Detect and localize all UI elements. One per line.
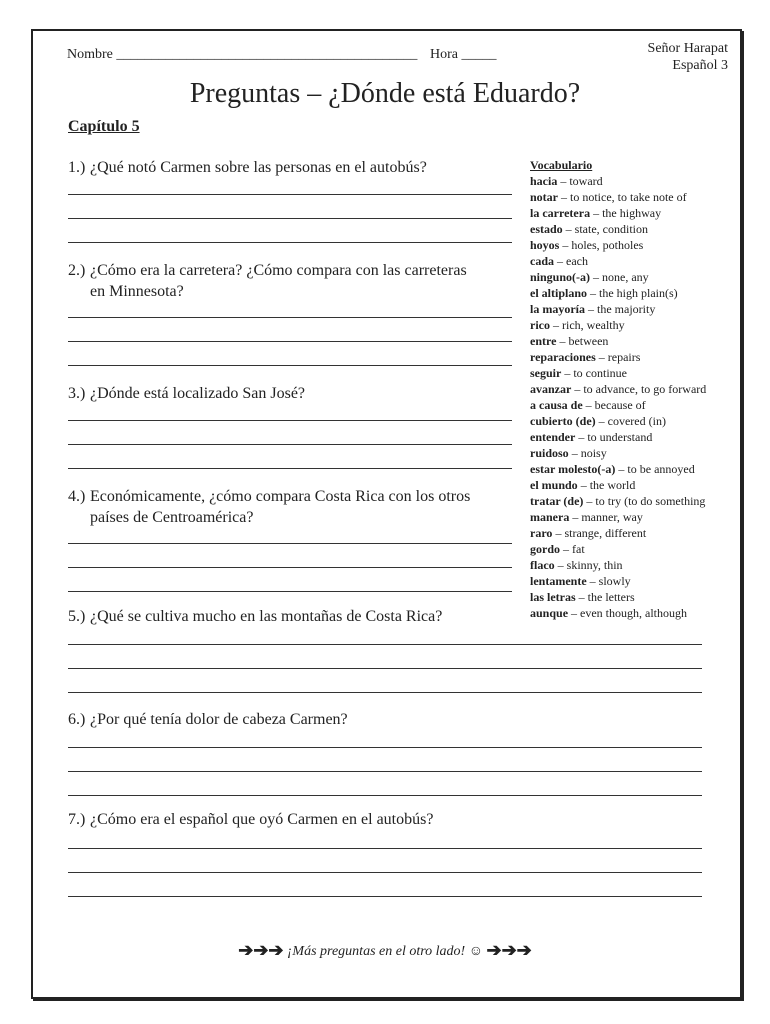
vocab-term: flaco (530, 558, 555, 572)
question-text: ¿Qué notó Carmen sobre las personas en el autobús? (90, 159, 427, 176)
vocab-definition: – skinny, thin (554, 558, 623, 572)
vocab-definition: – the highway (590, 206, 662, 220)
vocab-term: el altiplano (530, 286, 588, 300)
question-text: ¿Cómo era la carretera? ¿Cómo compara con las carreteras (90, 262, 467, 279)
question-number: 6.) (68, 711, 86, 728)
answer-line[interactable] (68, 795, 702, 796)
vocab-term: cada (530, 254, 554, 268)
vocab-item (530, 189, 706, 205)
question-text: ¿Dónde está localizado San José? (90, 385, 306, 402)
vocab-item (530, 509, 706, 525)
question-6 (68, 709, 348, 730)
answer-line[interactable] (68, 747, 702, 748)
vocab-item (530, 205, 706, 221)
question-text-continued: en Minnesota? (90, 283, 184, 300)
vocab-definition: – noisy (568, 446, 607, 460)
answer-line[interactable] (68, 848, 702, 849)
smiley-icon: ☺ (468, 944, 484, 959)
vocab-term: reparaciones (530, 350, 596, 364)
vocab-item (530, 173, 706, 189)
vocab-item (530, 397, 706, 413)
vocab-item (530, 237, 706, 253)
vocab-item (530, 221, 706, 237)
vocab-term: seguir (530, 366, 562, 380)
answer-line[interactable] (68, 543, 512, 544)
vocab-term: rico (530, 318, 550, 332)
page-title: Preguntas – ¿Dónde está Eduardo? (189, 78, 581, 109)
vocab-definition: – fat (560, 542, 585, 556)
answer-line[interactable] (68, 468, 512, 469)
vocab-term: manera (530, 510, 570, 524)
question-4 (68, 486, 470, 528)
vocab-item (530, 333, 706, 349)
vocab-definition: – toward (557, 174, 603, 188)
vocab-item (530, 461, 706, 477)
vocab-term: aunque (530, 606, 569, 620)
vocab-item (530, 573, 706, 589)
question-5 (68, 606, 442, 627)
footer-note (0, 940, 770, 961)
answer-line[interactable] (68, 896, 702, 897)
vocab-term: tratar (de) (530, 494, 584, 508)
vocab-item (530, 525, 706, 541)
vocab-definition: – between (556, 334, 609, 348)
right-arrows-icon: ➔➔➔ (238, 940, 284, 960)
question-number: 1.) (68, 159, 86, 176)
answer-line[interactable] (68, 692, 702, 693)
vocab-definition: – because of (582, 398, 646, 412)
vocab-definition: – to continue (561, 366, 627, 380)
vocab-definition: – the high plain(s) (587, 286, 678, 300)
answer-line[interactable] (68, 317, 512, 318)
vocab-definition: – to be annoyed (615, 462, 695, 476)
vocabulary-heading: Vocabulario (530, 158, 593, 172)
answer-line[interactable] (68, 218, 512, 219)
vocab-term: ninguno(-a) (530, 270, 591, 284)
vocab-term: ruidoso (530, 446, 569, 460)
vocab-definition: – the world (577, 478, 636, 492)
vocab-definition: – rich, wealthy (550, 318, 625, 332)
vocab-item (530, 253, 706, 269)
vocab-term: gordo (530, 542, 560, 556)
vocab-definition: – the majority (585, 302, 656, 316)
vocab-term: entender (530, 430, 576, 444)
vocab-term: el mundo (530, 478, 578, 492)
answer-line[interactable] (68, 668, 702, 669)
question-number: 7.) (68, 811, 86, 828)
vocab-term: la mayoría (530, 302, 585, 316)
vocab-item (530, 381, 706, 397)
answer-line[interactable] (68, 242, 512, 243)
question-number: 4.) (68, 488, 86, 505)
vocab-item (530, 493, 706, 509)
answer-line[interactable] (68, 365, 512, 366)
vocab-item (530, 605, 706, 621)
vocab-definition: – the letters (575, 590, 635, 604)
vocab-term: estar molesto(-a) (530, 462, 616, 476)
vocab-term: entre (530, 334, 557, 348)
vocab-term: a causa de (530, 398, 583, 412)
vocab-term: hacia (530, 174, 558, 188)
question-text: ¿Qué se cultiva mucho en las montañas de Costa Rica? (90, 608, 443, 625)
question-text: ¿Por qué tenía dolor de cabeza Carmen? (90, 711, 348, 728)
vocab-definition: – to try (to do something (583, 494, 706, 508)
vocab-definition: – to understand (575, 430, 653, 444)
vocab-definition: – repairs (595, 350, 641, 364)
teacher-info (648, 40, 728, 74)
vocab-term: estado (530, 222, 563, 236)
question-number: 3.) (68, 385, 86, 402)
footer-text: ¡Más preguntas en el otro lado! (286, 944, 466, 959)
vocab-item (530, 429, 706, 445)
vocab-definition: – covered (in) (595, 414, 666, 428)
question-1 (68, 157, 427, 178)
answer-line[interactable] (68, 420, 512, 421)
right-arrows-icon: ➔➔➔ (486, 940, 532, 960)
vocab-definition: – slowly (586, 574, 631, 588)
vocab-item (530, 477, 706, 493)
vocab-item (530, 589, 706, 605)
question-7 (68, 809, 433, 830)
course-name: Español 3 (672, 58, 728, 73)
vocab-term: las letras (530, 590, 576, 604)
vocab-definition: – manner, way (569, 510, 643, 524)
answer-line[interactable] (68, 444, 512, 445)
vocab-item (530, 413, 706, 429)
vocab-definition: – to advance, to go forward (571, 382, 707, 396)
question-3 (68, 383, 305, 404)
vocab-item (530, 365, 706, 381)
question-number: 2.) (68, 262, 86, 279)
answer-line[interactable] (68, 644, 702, 645)
vocab-term: hoyos (530, 238, 560, 252)
answer-line[interactable] (68, 591, 512, 592)
question-2 (68, 260, 467, 302)
vocab-item (530, 317, 706, 333)
vocab-term: notar (530, 190, 558, 204)
vocab-item (530, 541, 706, 557)
vocab-definition: – none, any (590, 270, 649, 284)
vocab-item (530, 269, 706, 285)
vocab-definition: – strange, different (552, 526, 647, 540)
vocab-term: raro (530, 526, 553, 540)
chapter-heading: Capítulo 5 (68, 118, 140, 135)
answer-line[interactable] (68, 771, 702, 772)
vocab-definition: – state, condition (562, 222, 648, 236)
answer-line[interactable] (68, 872, 702, 873)
vocab-item (530, 557, 706, 573)
answer-line[interactable] (68, 194, 512, 195)
vocab-term: avanzar (530, 382, 572, 396)
hour-field-label: Hora _____ (430, 47, 497, 62)
vocab-item (530, 349, 706, 365)
vocab-definition: – holes, potholes (559, 238, 644, 252)
question-text-continued: países de Centroamérica? (90, 509, 254, 526)
name-field-label: Nombre ___________________________________________ (67, 47, 418, 62)
vocab-definition: – each (554, 254, 588, 268)
question-text: ¿Cómo era el español que oyó Carmen en el autobús? (90, 811, 434, 828)
answer-line[interactable] (68, 341, 512, 342)
teacher-name: Señor Harapat (647, 41, 728, 56)
vocab-item (530, 445, 706, 461)
vocab-term: la carretera (530, 206, 591, 220)
vocab-definition: – even though, although (568, 606, 688, 620)
answer-line[interactable] (68, 567, 512, 568)
vocabulary-list (530, 157, 706, 621)
question-number: 5.) (68, 608, 86, 625)
vocab-definition: – to notice, to take note of (558, 190, 687, 204)
vocab-term: cubierto (de) (530, 414, 596, 428)
vocab-item (530, 301, 706, 317)
question-text: Económicamente, ¿cómo compara Costa Rica con los otros (90, 488, 471, 505)
vocab-item (530, 285, 706, 301)
vocab-term: lentamente (530, 574, 587, 588)
